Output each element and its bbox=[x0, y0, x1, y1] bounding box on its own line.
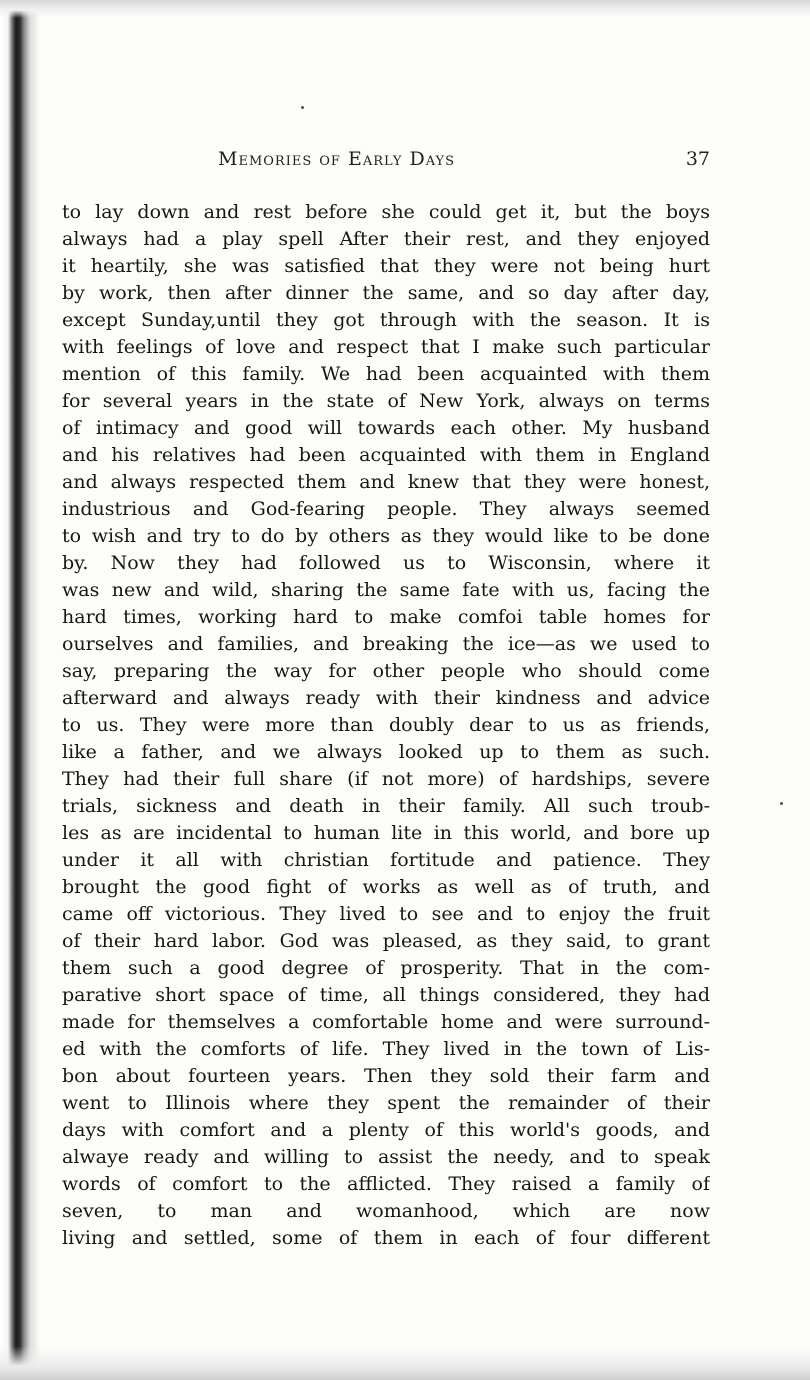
text-line: like a father, and we always looked up to them as such. bbox=[62, 741, 710, 763]
text-line: hard times, working hard to make comfoi table homes for bbox=[62, 606, 710, 628]
text-line: was new and wild, sharing the same fate with us, facing the bbox=[62, 579, 710, 601]
text-line: by. Now they had followed us to Wisconsin, where it bbox=[62, 552, 710, 574]
text-line: parative short space of time, all things considered, they had bbox=[62, 984, 710, 1006]
text-line: ourselves and families, and breaking the ice—as we used to bbox=[62, 633, 710, 655]
text-line: under it all with christian fortitude and patience. They bbox=[62, 849, 710, 871]
text-line: of intimacy and good will towards each other. My husband bbox=[62, 417, 710, 439]
text-line: it heartily, she was satisfied that they were not being hurt bbox=[62, 255, 710, 277]
text-line: afterward and always ready with their kindness and advice bbox=[62, 687, 710, 709]
text-line: to wish and try to do by others as they would like to be done bbox=[62, 525, 710, 547]
text-line: ed with the comforts of life. They lived in the town of Lis- bbox=[62, 1038, 710, 1060]
text-line: industrious and God-fearing people. They always seemed bbox=[62, 498, 710, 520]
text-line: alwaye ready and willing to assist the needy, and to speak bbox=[62, 1146, 710, 1168]
bottom-page-edge bbox=[0, 1346, 810, 1380]
text-line: trials, sickness and death in their family. All such troub- bbox=[62, 795, 710, 817]
text-line: them such a good degree of prosperity. That in the com- bbox=[62, 957, 710, 979]
body-paragraph bbox=[62, 199, 710, 1252]
text-line: to us. They were more than doubly dear to us as friends, bbox=[62, 714, 710, 736]
running-head bbox=[62, 148, 710, 178]
binding-edge bbox=[0, 0, 40, 1380]
ink-speck bbox=[780, 802, 783, 805]
text-line: always had a play spell After their rest, and they enjoyed bbox=[62, 228, 710, 250]
text-line: for several years in the state of New York, always on terms bbox=[62, 390, 710, 412]
text-line: went to Illinois where they spent the remainder of their bbox=[62, 1092, 710, 1114]
text-line: mention of this family. We had been acquainted with them bbox=[62, 363, 710, 385]
running-head-title: Memories of Early Days bbox=[218, 148, 456, 170]
text-line: came off victorious. They lived to see and to enjoy the fruit bbox=[62, 903, 710, 925]
text-line: bon about fourteen years. Then they sold their farm and bbox=[62, 1065, 710, 1087]
text-line: except Sunday,until they got through with the season. It is bbox=[62, 309, 710, 331]
text-line: brought the good fight of works as well as of truth, and bbox=[62, 876, 710, 898]
text-line: made for themselves a comfortable home and were surround- bbox=[62, 1011, 710, 1033]
top-page-edge bbox=[0, 0, 810, 18]
text-line: and always respected them and knew that they were honest, bbox=[62, 471, 710, 493]
text-line: and his relatives had been acquainted with them in England bbox=[62, 444, 710, 466]
text-line: words of comfort to the afflicted. They raised a family of bbox=[62, 1173, 710, 1195]
ink-speck bbox=[301, 106, 304, 109]
text-line: They had their full share (if not more) of hardships, severe bbox=[62, 768, 710, 790]
page-number: 37 bbox=[685, 148, 710, 170]
text-line: by work, then after dinner the same, and so day after day, bbox=[62, 282, 710, 304]
text-line: to lay down and rest before she could get it, but the boys bbox=[62, 201, 710, 223]
text-line: living and settled, some of them in each of four different bbox=[62, 1227, 710, 1249]
text-line: les as are incidental to human lite in this world, and bore up bbox=[62, 822, 710, 844]
text-line: days with comfort and a plenty of this world's goods, and bbox=[62, 1119, 710, 1141]
text-line: seven, to man and womanhood, which are now bbox=[62, 1200, 710, 1222]
text-line: with feelings of love and respect that I make such particular bbox=[62, 336, 710, 358]
text-line: of their hard labor. God was pleased, as they said, to grant bbox=[62, 930, 710, 952]
text-line: say, preparing the way for other people who should come bbox=[62, 660, 710, 682]
